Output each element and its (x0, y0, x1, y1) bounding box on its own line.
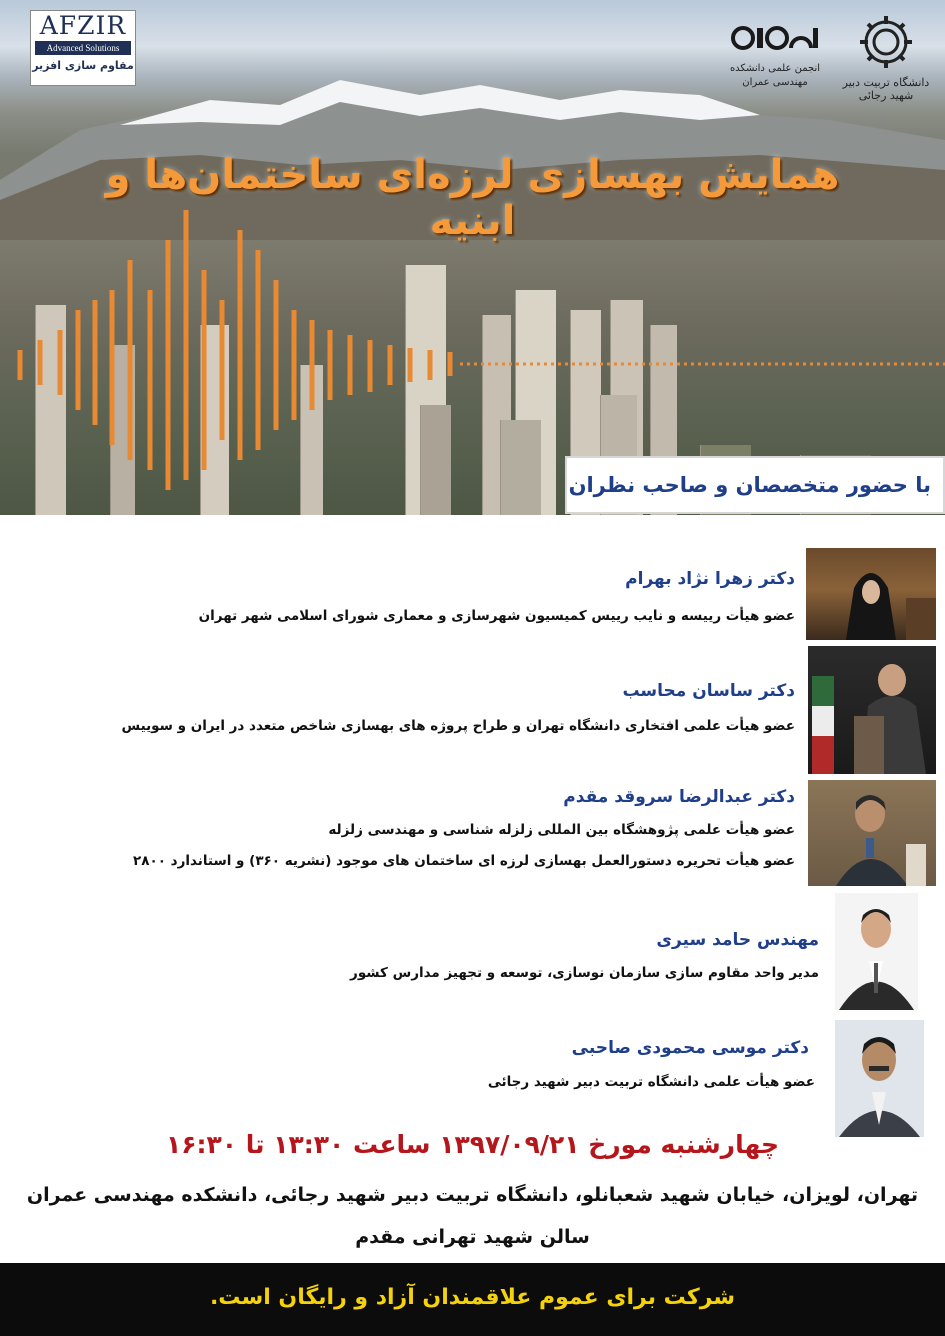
speaker-name: دکتر عبدالرضا سروقد مقدم (563, 787, 795, 807)
hero-banner (0, 0, 945, 515)
sru-university-logo (836, 14, 936, 102)
footer-banner: شرکت برای عموم علاقمندان آزاد و رایگان است. (0, 1263, 945, 1336)
speaker-description: عضو هیأت علمی افتخاری دانشگاه تهران و طراح پروژه های بهسازی شاخص متعدد در ایران و سوییس (121, 718, 795, 734)
speaker-description: مدیر واحد مقاوم سازی سازمان نوسازی، توسعه و تجهیز مدارس کشور (350, 965, 819, 981)
anjoman-mark-icon (727, 18, 823, 58)
speaker-name: دکتر ساسان محاسب (622, 681, 795, 701)
afzir-persian-name: مقاوم سازی افزیر (32, 59, 134, 72)
speaker-photo (808, 646, 936, 774)
anjoman-line1: انجمن علمی دانشکده (729, 63, 821, 74)
afzir-subtitle: Advanced Solutions (35, 41, 131, 55)
person-silhouette-icon (808, 646, 936, 774)
event-venue: سالن شهید تهرانی مقدم (355, 1226, 590, 1248)
speaker-name: دکتر موسی محمودی صاحبی (571, 1038, 809, 1058)
anjoman-line2: مهندسی عمران (742, 77, 808, 88)
event-address: تهران، لویزان، خیابان شهید شعبانلو، دانشگاه تربیت دبیر شهید رجائی، دانشکده مهندسی عمران (26, 1184, 919, 1206)
sru-name: دانشگاه تربیت دبیر شهید رجائی (842, 76, 930, 102)
civil-engineering-association-logo (722, 18, 828, 90)
event-date-time: چهارشنبه مورخ ۱۳۹۷/۰۹/۲۱ ساعت ۱۳:۳۰ تا ۱۶:۳۰ (166, 1130, 779, 1159)
person-silhouette-icon (808, 780, 936, 886)
event-title: همایش بهسازی لرزه‌ای ساختمان‌ها و ابنیه (105, 152, 840, 244)
speaker-photo (835, 893, 918, 1010)
speaker-photo (835, 1020, 924, 1137)
speaker-name: مهندس حامد سیری (656, 930, 819, 950)
speaker-description: عضو هیأت علمی پژوهشگاه بین المللی زلزله شناسی و مهندسی زلزله (328, 822, 795, 838)
speaker-name: دکتر زهرا نژاد بهرام (625, 569, 795, 589)
speaker-description: عضو هیأت رییسه و نایب رییس کمیسیون شهرسازی و معماری شورای اسلامی شهر تهران (198, 608, 795, 624)
speaker-photo (806, 548, 936, 640)
person-silhouette-icon (835, 893, 918, 1010)
speaker-photo (808, 780, 936, 886)
afzir-brand: AFZIR (39, 11, 127, 40)
sru-emblem-icon (856, 14, 916, 70)
person-silhouette-icon (806, 548, 936, 640)
person-silhouette-icon (835, 1020, 924, 1137)
presence-banner: با حضور متخصصان و صاحب نظران (565, 456, 945, 514)
afzir-logo (30, 10, 136, 86)
speaker-description: عضو هیأت علمی دانشگاه تربیت دبیر شهید رجائی (487, 1074, 815, 1090)
speaker-description: عضو هیأت تحریره دستورالعمل بهسازی لرزه ای ساختمان های موجود (نشریه ۳۶۰) و استاندارد ۲۸۰۰ (133, 853, 795, 869)
